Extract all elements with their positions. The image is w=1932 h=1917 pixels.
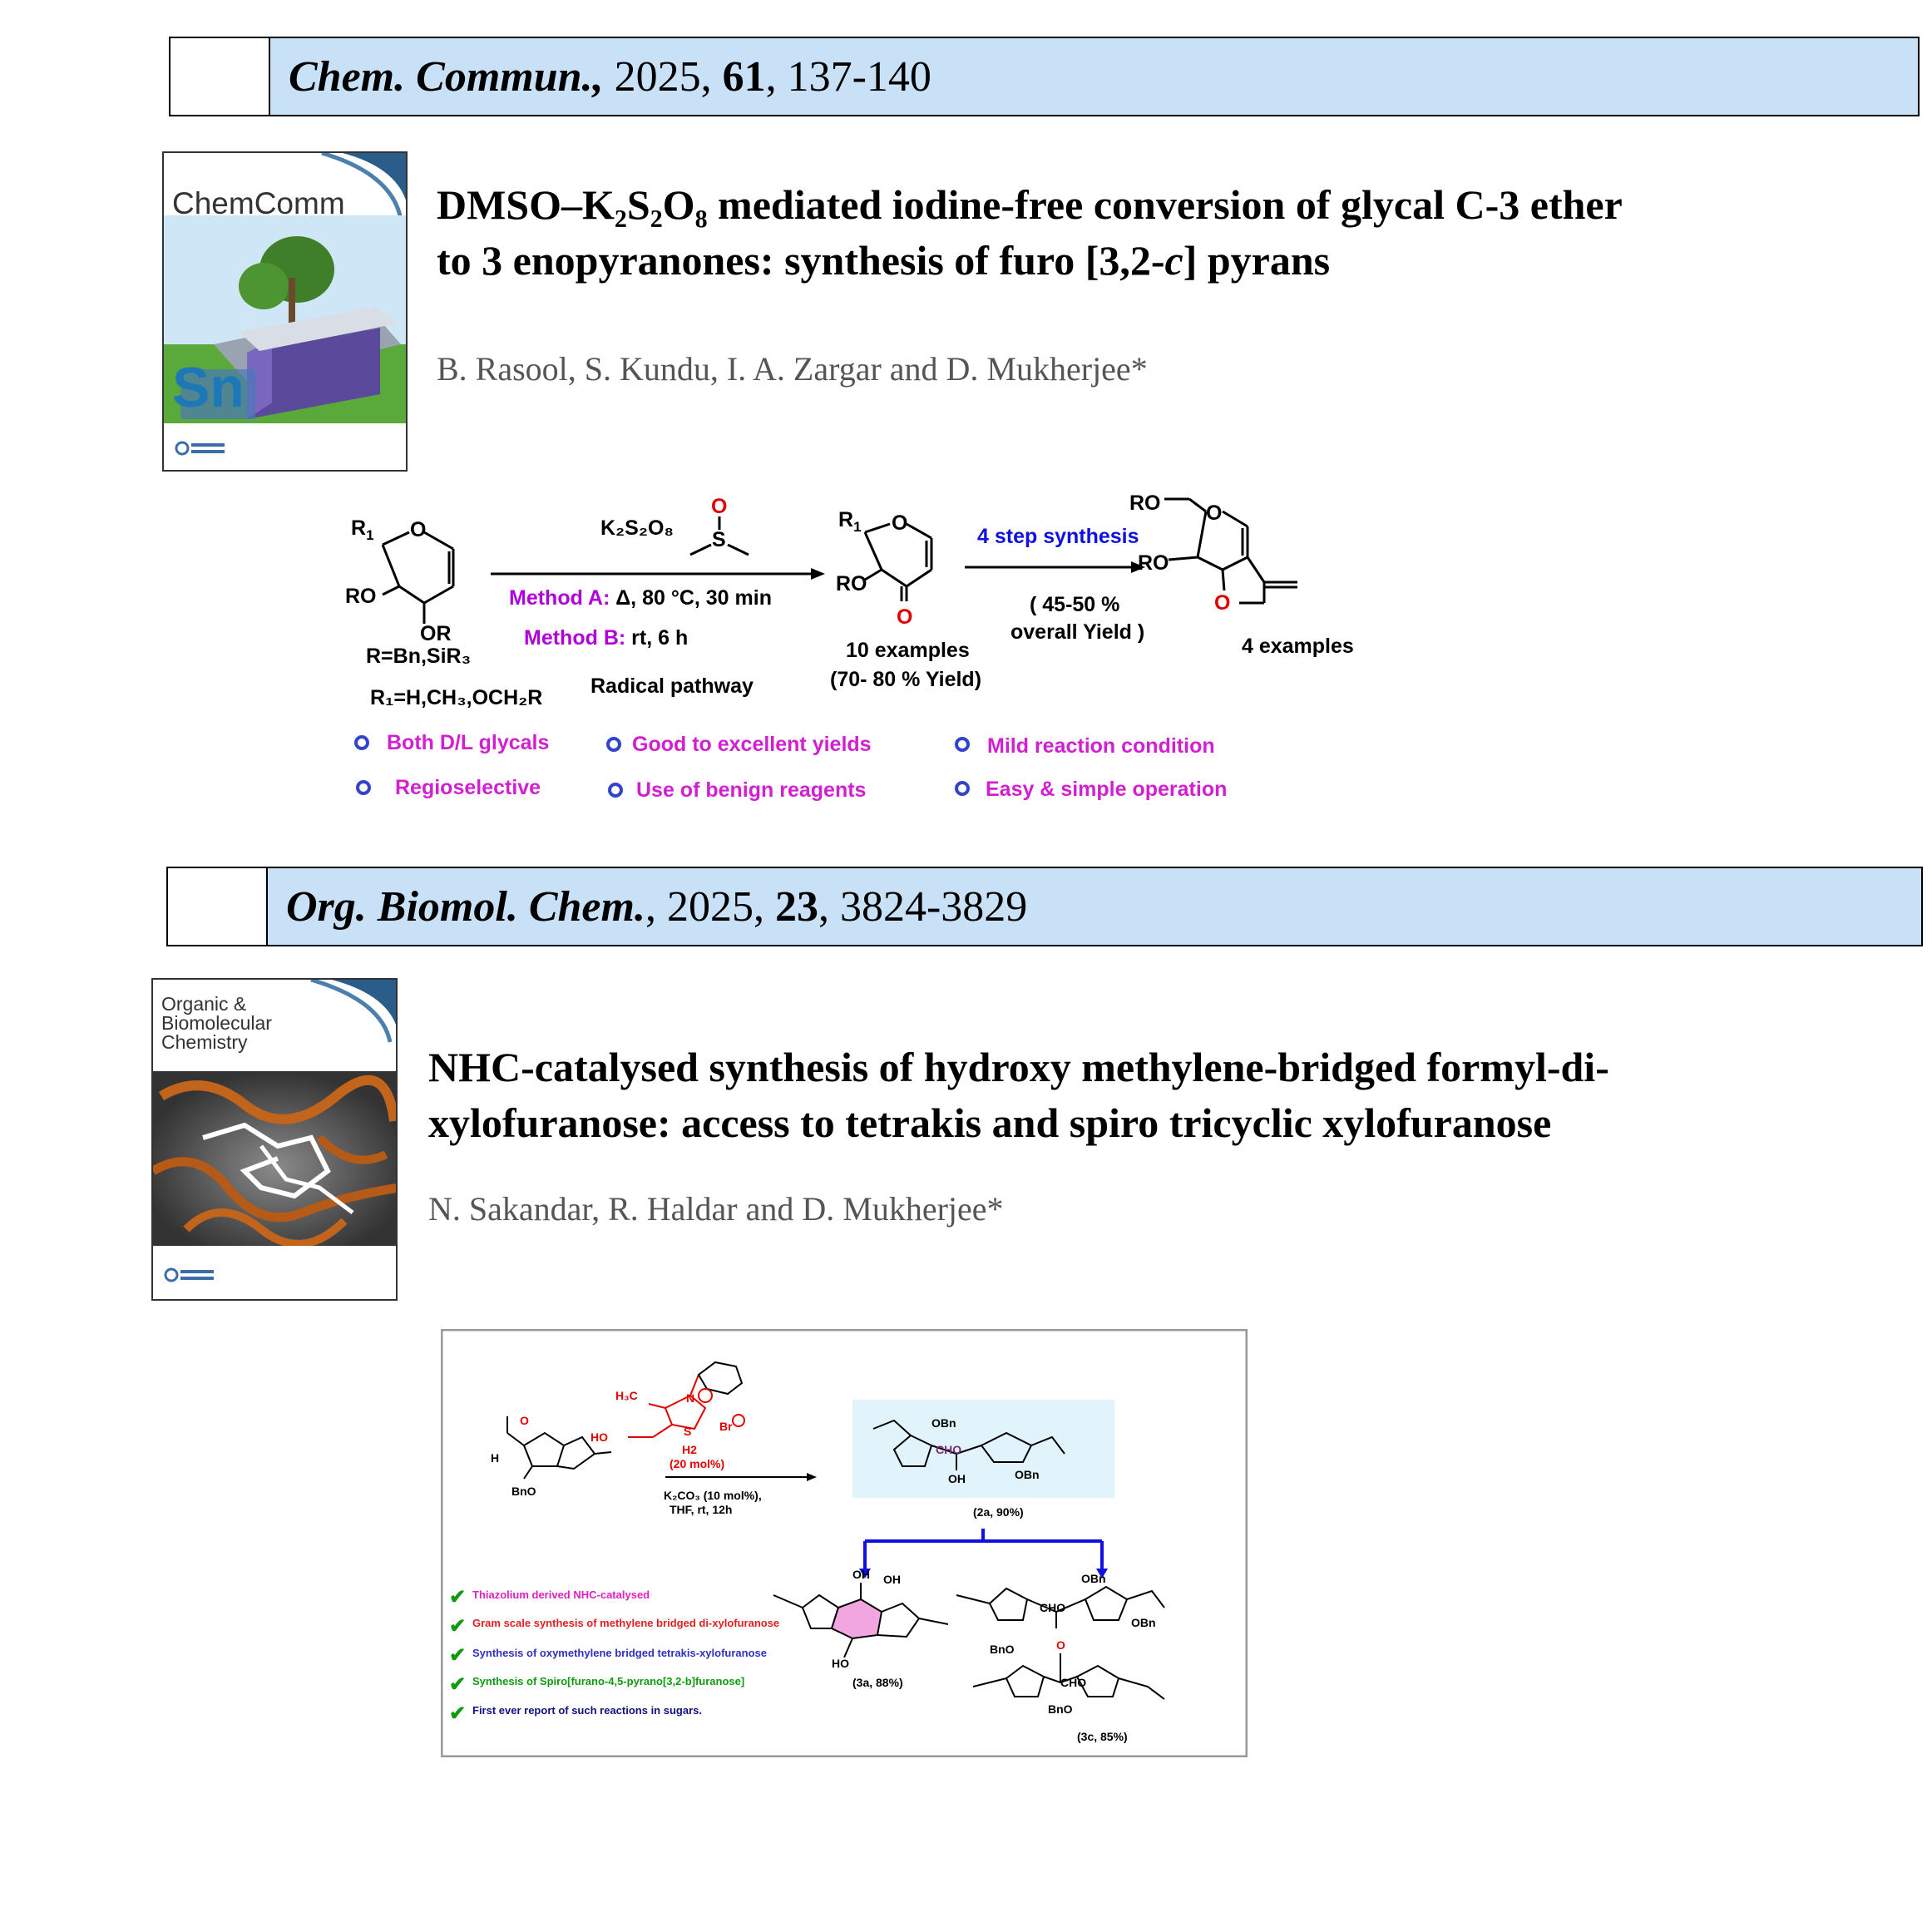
svg-text:O: O <box>1206 501 1223 525</box>
svg-text:BnO: BnO <box>1048 1702 1073 1716</box>
dmso-structure <box>690 495 749 555</box>
journal-name: Org. Biomol. Chem. <box>286 882 645 931</box>
title-line-2: xylofuranose: access to tetrakis and spiro tricyclic xylofuranose <box>428 1099 1552 1146</box>
svg-text:O: O <box>892 511 908 535</box>
enopyranone-structure <box>865 524 931 601</box>
svg-text:R1: $R_1$ <box>838 508 862 535</box>
check-item: Synthesis of oxymethylene bridged tetrakis-xylofuranose <box>472 1647 767 1659</box>
bullet-item: Both D/L glycals <box>387 731 550 754</box>
citation-text <box>268 868 1921 945</box>
year: 2025, <box>603 52 723 101</box>
svg-text:O: O <box>520 1414 529 1427</box>
svg-text:OBn: OBn <box>1131 1616 1156 1629</box>
bullet-item: Good to excellent yields <box>632 733 872 756</box>
svg-text:RO: RO <box>345 585 377 608</box>
svg-text:O: O <box>711 495 728 518</box>
oxidant-label: K₂S₂O₈ <box>600 516 674 540</box>
cover-title: Organic & Biomolecular Chemistry <box>161 993 272 1053</box>
product1-yield: (70- 80 % Yield) <box>830 668 982 691</box>
svg-text:OH: OH <box>948 1472 966 1485</box>
check-item: Thiazolium derived NHC-catalysed <box>472 1588 650 1601</box>
journal-name: Chem. Commun., <box>289 52 604 101</box>
pages: , 137-140 <box>765 52 931 101</box>
svg-text:OR: OR <box>420 622 452 645</box>
graphical-abstract-scheme-1 <box>333 487 1397 819</box>
article-title <box>437 177 1917 289</box>
svg-text:BnO: BnO <box>990 1643 1015 1656</box>
svg-text:✔: ✔ <box>449 1586 467 1608</box>
svg-text:R1: $R_1$ <box>351 516 374 543</box>
product-2a-label: (2a, 90%) <box>973 1505 1024 1519</box>
svg-text:CHO: CHO <box>936 1443 962 1456</box>
conditions-line-1: K₂CO₃ (10 mol%), <box>664 1489 762 1502</box>
check-item: First ever report of such reactions in sugars. <box>472 1704 702 1717</box>
entry-number-cell <box>168 868 268 945</box>
bullet-item: Mild reaction condition <box>987 734 1215 758</box>
title-line-1: NHC-catalysed synthesis of hydroxy methylene-bridged formyl-di- <box>428 1044 1609 1090</box>
graphical-abstract-scheme-2 <box>441 1329 1248 1757</box>
check-item: Synthesis of Spiro[furano-4,5-pyrano[3,2-b]furanose] <box>472 1675 745 1687</box>
bullet-item: Regioselective <box>395 776 541 799</box>
svg-text:H₃C: H₃C <box>615 1389 638 1402</box>
citation-header-1 <box>169 37 1920 116</box>
catalyst-loading: (20 mol%) <box>670 1457 725 1470</box>
catalyst-label: H2 <box>682 1443 697 1456</box>
radical-pathway: Radical pathway <box>590 674 754 698</box>
check-item: Gram scale synthesis of methylene bridged di-xylofuranose <box>472 1617 780 1629</box>
title-line-1: DMSO–K₂S₂O₈ mediated iodine-free conversion of glycal C-3 ether <box>437 181 1623 228</box>
article-authors: N. Sakandar, R. Haldar and D. Mukherjee* <box>428 1190 1004 1228</box>
product2-count: 4 examples <box>1242 635 1354 658</box>
svg-text:OBn: OBn <box>1015 1468 1040 1481</box>
svg-text:overall Yield ): overall Yield ) <box>1010 620 1145 644</box>
cover-badge: Sn <box>172 356 245 419</box>
product-3c-label: (3c, 85%) <box>1077 1730 1128 1743</box>
svg-text:OBn: OBn <box>931 1416 956 1430</box>
journal-cover-image <box>162 151 408 472</box>
svg-text:Br: Br <box>719 1420 733 1433</box>
step-synthesis: 4 step synthesis <box>977 525 1139 548</box>
year: , 2025, <box>645 882 775 931</box>
article-title <box>428 1040 1917 1151</box>
svg-text:OBn: OBn <box>1081 1572 1106 1585</box>
svg-text:N: N <box>686 1391 695 1405</box>
svg-text:✔: ✔ <box>449 1702 467 1725</box>
svg-text:O: O <box>1214 591 1231 615</box>
svg-text:HO: HO <box>832 1657 849 1670</box>
r1-definition: R₁=H,CH₃,OCH₂R <box>370 686 543 709</box>
journal-cover-image <box>151 978 398 1301</box>
svg-text:( 45-50 %: ( 45-50 % <box>1030 593 1120 616</box>
svg-text:HO: HO <box>590 1430 608 1444</box>
volume: 23 <box>774 882 818 931</box>
svg-text:O: O <box>410 518 427 541</box>
svg-text:✔: ✔ <box>449 1615 467 1638</box>
bullet-item: Use of benign reagents <box>636 778 867 802</box>
svg-text:H: H <box>491 1451 500 1465</box>
furopyran-structure <box>1164 499 1297 603</box>
svg-text:✔: ✔ <box>449 1673 467 1696</box>
glycal-structure <box>383 532 453 624</box>
citation-text <box>270 38 1918 115</box>
svg-text:O: O <box>897 605 913 629</box>
article-authors: B. Rasool, S. Kundu, I. A. Zargar and D. Mukherjee* <box>437 350 1148 388</box>
bullet-item: Easy & simple operation <box>986 778 1228 801</box>
method-a: Method A: Δ, 80 °C, 30 min <box>509 586 772 610</box>
svg-text:RO: RO <box>1138 551 1169 575</box>
svg-text:CHO: CHO <box>1040 1601 1066 1614</box>
svg-text:O: O <box>1056 1638 1065 1652</box>
svg-text:OH: OH <box>852 1568 870 1581</box>
title-line-2: to 3 enopyranones: synthesis of furo [3,2-c] pyrans <box>437 237 1331 284</box>
pages: , 3824-3829 <box>818 882 1028 931</box>
svg-text:OH: OH <box>883 1573 901 1586</box>
svg-text:RO: RO <box>836 572 867 595</box>
volume: 61 <box>722 52 766 101</box>
product1-count: 10 examples <box>846 639 970 662</box>
svg-text:BnO: BnO <box>511 1485 536 1498</box>
feature-bullets <box>356 731 1227 802</box>
citation-header-2 <box>166 867 1923 946</box>
conditions-line-2: THF, rt, 12h <box>670 1503 733 1516</box>
cover-title: ChemComm <box>172 186 345 220</box>
product-3a-label: (3a, 88%) <box>852 1676 903 1689</box>
svg-text:CHO: CHO <box>1060 1676 1087 1689</box>
entry-number-cell <box>170 38 270 115</box>
svg-text:S: S <box>684 1425 692 1438</box>
svg-text:✔: ✔ <box>449 1644 467 1667</box>
r-definition: R=Bn,SiR₃ <box>366 645 472 668</box>
method-b: Method B: rt, 6 h <box>524 626 689 650</box>
svg-text:S: S <box>712 528 726 551</box>
svg-text:RO: RO <box>1129 492 1161 515</box>
